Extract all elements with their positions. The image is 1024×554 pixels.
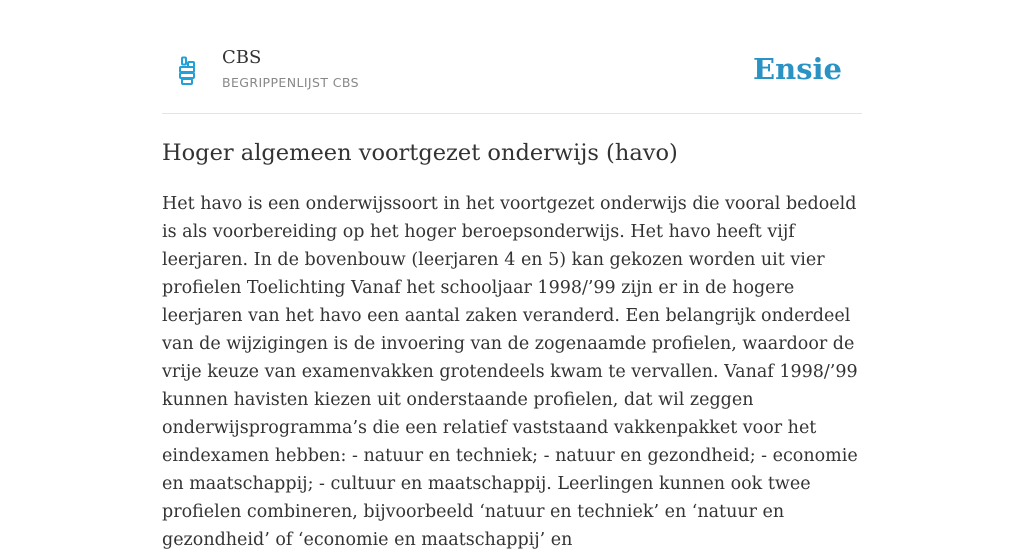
- org-subtitle[interactable]: BEGRIPPENLIJST CBS: [222, 75, 359, 90]
- site-header: [162, 0, 862, 114]
- org-name[interactable]: CBS: [222, 47, 262, 68]
- article-body: Het havo is een onderwijssoort in het voortgezet onderwijs die vooral bedoeld is als voorbereiding op het hoger beroepsonderwijs. Het havo heeft vijf leerjaren. In de bovenbouw (leerjaren 4 en 5) kan gekozen worden uit vier profielen Toelichting Vanaf het schooljaar 1998/’99 zijn er in de hogere leerjaren van het havo een aantal zaken veranderd. Een belangrijk onderdeel van de wijzigingen is de invoering van de zogenaamde profielen, waardoor de vrije keuze van examenvakken grotendeels kwam te vervallen. Vanaf 1998/’99 kunnen havisten kiezen uit onderstaande profielen, dat wil zeggen onderwijsprogramma’s die een relatief vaststaand vakkenpakket voor het eindexamen hebben: - natuur en techniek; - natuur en gezondheid; - economie en maatschappij; - cultuur en maatschappij. Leerlingen kunnen ook twee profielen combineren, bijvoorbeeld ‘natuur en techniek’ en ‘natuur en gezondheid’ of ‘economie en maatschappij’ en: [162, 194, 858, 550]
- article-title: Hoger algemeen voortgezet onderwijs (havo): [162, 140, 678, 166]
- brand-logo[interactable]: Ensie: [753, 52, 842, 86]
- cbs-logo-icon[interactable]: [176, 56, 198, 86]
